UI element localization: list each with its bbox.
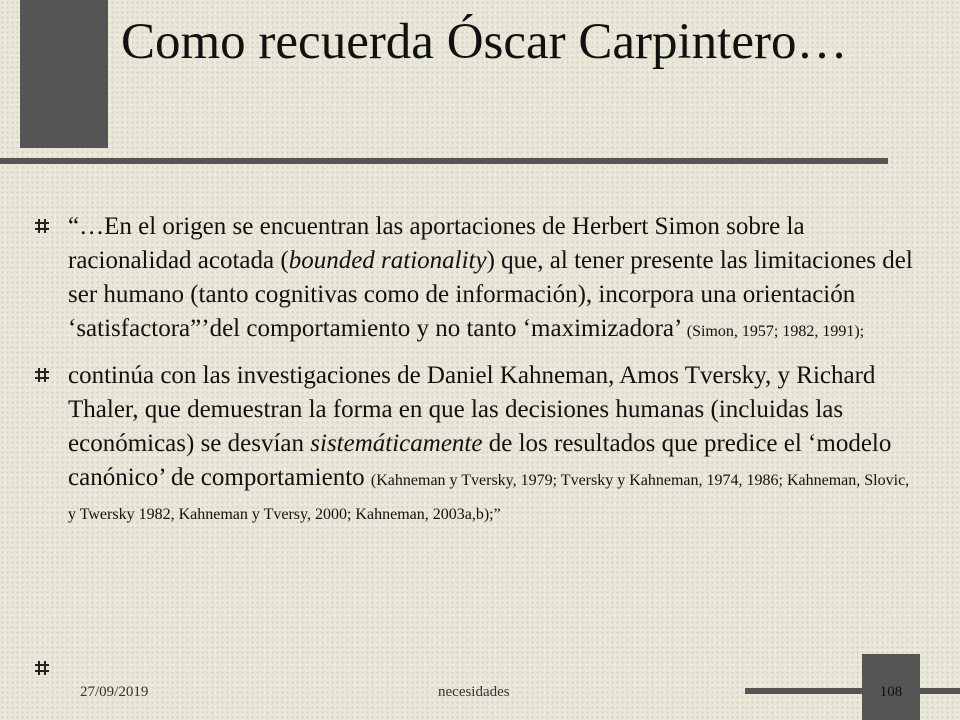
bullet-text-part: ) que, al tener presente las limitaciones del ser humano (tanto cognitivas como de información), incorpora una orientación ‘satisfactora”’del comportamiento y no tanto ‘maximizadora’ — [68, 247, 913, 342]
bullet-text-part: de los resultados que predice el ‘modelo canónico’ de comportamiento — [68, 430, 892, 491]
hash-bullet-icon — [34, 367, 50, 383]
footer-label: necesidades — [438, 684, 510, 700]
page-number: 108 — [879, 684, 903, 700]
bullet-text — [68, 359, 914, 529]
hash-bullet-icon — [34, 660, 50, 676]
title-underline — [0, 158, 888, 164]
title-accent-block — [20, 0, 108, 148]
bullet-text-part: “…En el origen se encuentran las aportaciones de Herbert Simon sobre la racionalidad acotada ( — [68, 213, 805, 274]
footer-date: 27/09/2019 — [80, 684, 149, 700]
bullet-list — [34, 210, 914, 529]
citation: (Simon, 1957; 1982, 1991); — [686, 323, 865, 340]
footer-rule — [745, 688, 960, 694]
bullet-text-emphasis: bounded rationality — [288, 247, 487, 274]
bullet-item — [34, 210, 914, 346]
citation: (Kahneman y Tversky, 1979; Tversky y Kahneman, 1974, 1986; Kahneman, Slovic, y Twersky 1982, Kahneman y Tversy, 2000; Kahneman, 2003a,b);” — [68, 472, 910, 523]
bullet-item — [34, 359, 914, 529]
slide-title: Como recuerda Óscar Carpintero… — [121, 14, 848, 70]
bullet-text-part: continúa con las investigaciones de Daniel Kahneman, Amos Tversky, y Richard Thaler, que demuestran la forma en que las decisiones humanas (incluidas las económicas) se desvían — [68, 362, 876, 457]
bullet-text-emphasis: sistemáticamente — [310, 430, 483, 457]
hash-bullet-icon — [34, 218, 50, 234]
bullet-text — [68, 210, 914, 346]
